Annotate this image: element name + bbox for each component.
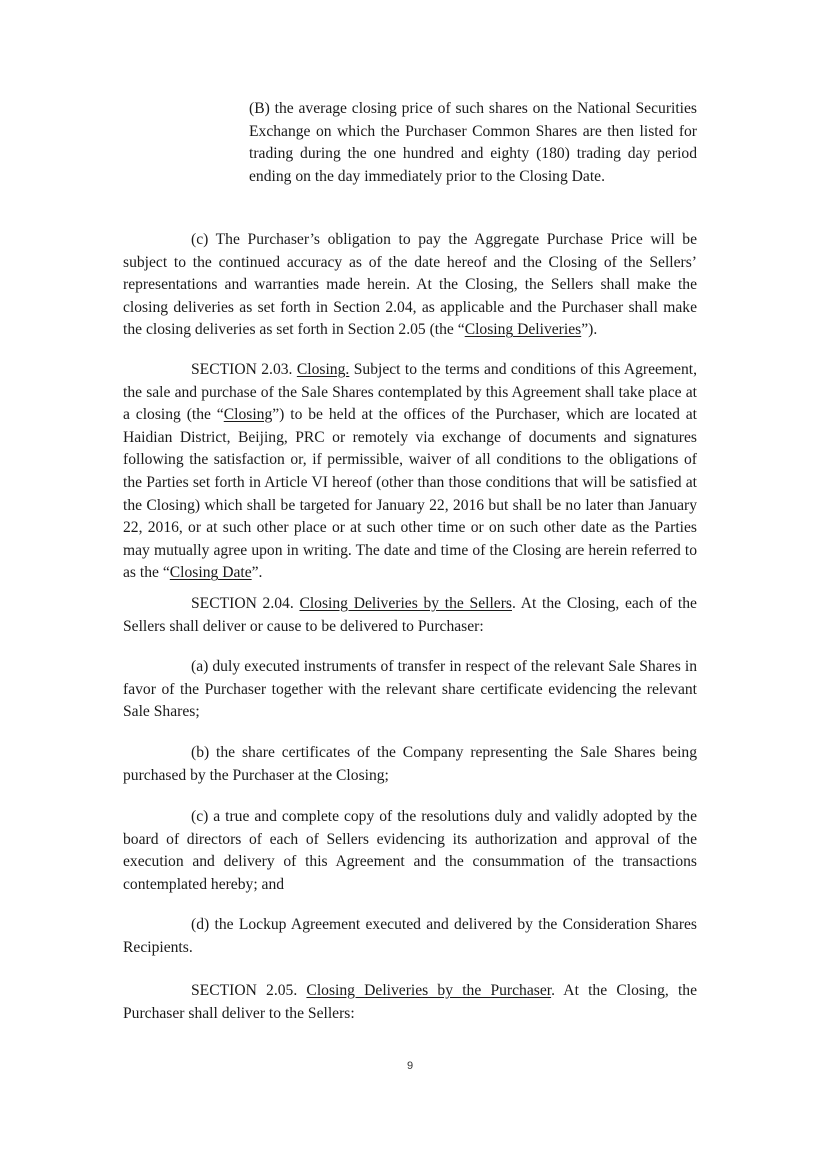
subclause-b-text: (B) the average closing price of such shares on the National Securities Exchange on which the Purchaser Common Shares are then listed for trading during the one hundred and eighty (180) trading day period ending on the day immediately prior to the Closing Date. [249,100,697,185]
section-2-05-text: . At the Closing, the Purchaser shall deliver to the Sellers: [123,982,698,1022]
section-2-03-text-2: ”) to be held at the offices of the Purchaser, which are located at Haidian District, Beijing, PRC or remotely via exchange of documents and signatures following the satisfaction or, if permissible, waiver of all conditions to the obligations of the Parties set forth in Article VI hereof (other than those conditions that will be satisfied at the Closing) which shall be targeted for January 22, 2016 but shall be no later than January 22, 2016, or at such other place or at such other time or on such other date as the Parties may mutually agree upon in writing. The date and time of the Closing are herein referred to as the “ [123,406,698,582]
list-item-c-text: (c) a true and complete copy of the resolutions duly and validly adopted by the board of directors of each of Sellers evidencing its authorization and approval of the execution and delivery of this Agreement and the consummation of the transactions contemplated hereby; and [123,808,697,893]
paragraph-c-text: (c) The Purchaser’s obligation to pay the Aggregate Purchase Price will be subject to the continued accuracy as of the date hereof and the Closing of the Sellers’ representations and warranties made herein. At the Closing, the Sellers shall make the closing deliveries as set forth in Section 2.04, as applicable and the Purchaser shall make the closing deliveries as set forth in Section 2.05 (the “ [123,231,697,339]
section-2-03-heading: Closing. [296,361,350,378]
section-2-05 [123,980,697,1025]
paragraph-c [123,229,697,342]
defined-term-closing-date: Closing Date [169,564,252,582]
paragraph-c-end: ”). [581,321,598,339]
section-2-04 [123,593,697,638]
list-item [123,656,697,724]
section-2-03-end: ”. [251,564,263,582]
list-item-a-text: (a) duly executed instruments of transfer in respect of the relevant Sale Shares in favor of the Purchaser together with the relevant share certificate evidencing the relevant Sale Shares; [123,658,697,721]
section-2-05-number: SECTION 2.05. [191,982,307,999]
list-item [123,914,697,959]
section-2-03-number: SECTION 2.03. [191,361,297,378]
section-2-05-heading: Closing Deliveries by the Purchaser [306,982,552,999]
list-item [123,742,697,787]
section-2-03-text: Subject to the terms and conditions of this Agreement, the sale and purchase of the Sale Shares contemplated by this Agreement shall take place at a closing (the “ [123,361,697,424]
section-2-04-text: . At the Closing, each of the Sellers shall deliver or cause to be delivered to Purchaser: [123,595,697,635]
section-2-04-heading: Closing Deliveries by the Sellers [299,595,512,612]
list-item [123,806,697,896]
page-number: 9 [406,1060,414,1072]
defined-term-closing-deliveries: Closing Deliveries [464,321,582,339]
list-item-b-text: (b) the share certificates of the Company representing the Sale Shares being purchased by the Purchaser at the Closing; [123,744,697,784]
list-item-d-text: (d) the Lockup Agreement executed and delivered by the Consideration Shares Recipients. [123,916,697,956]
subclause-b [249,98,697,188]
defined-term-closing: Closing [223,406,273,424]
section-2-03 [123,359,697,585]
section-2-04-number: SECTION 2.04. [191,595,300,612]
